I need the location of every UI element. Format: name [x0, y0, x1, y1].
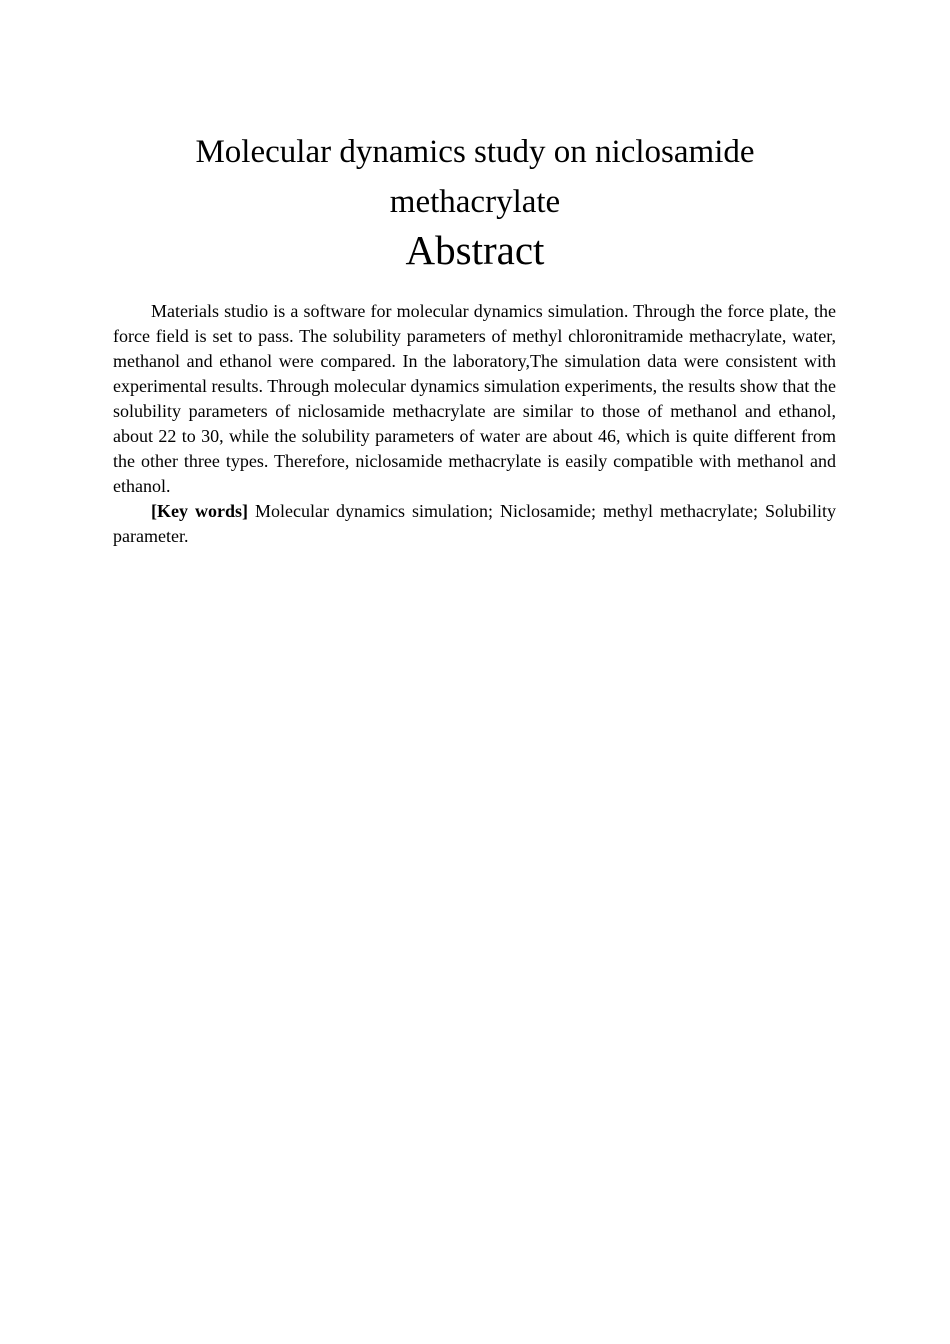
paper-title: Molecular dynamics study on niclosamide methacrylate	[195, 134, 755, 220]
keywords-paragraph	[113, 499, 836, 549]
keywords-label: [Key words]	[151, 501, 248, 521]
keywords-list: Molecular dynamics simulation; Niclosamide; methyl methacrylate; Solubility parameter.	[113, 501, 836, 546]
abstract-section	[113, 299, 836, 549]
abstract-paragraph: Materials studio is a software for molecular dynamics simulation. Through the force plate, the force field is set to pass. The solubility parameters of methyl chloronitramide methacrylate, water, methanol and ethanol were compared. In the laboratory,The simulation data were consistent with experimental results. Through molecular dynamics simulation experiments, the results show that the solubility parameters of niclosamide methacrylate are similar to those of methanol and ethanol, about 22 to 30, while the solubility parameters of water are about 46, which is quite different from the other three types. Therefore, niclosamide methacrylate is easily compatible with methanol and ethanol.	[113, 301, 836, 496]
abstract-heading: Abstract	[405, 227, 545, 273]
